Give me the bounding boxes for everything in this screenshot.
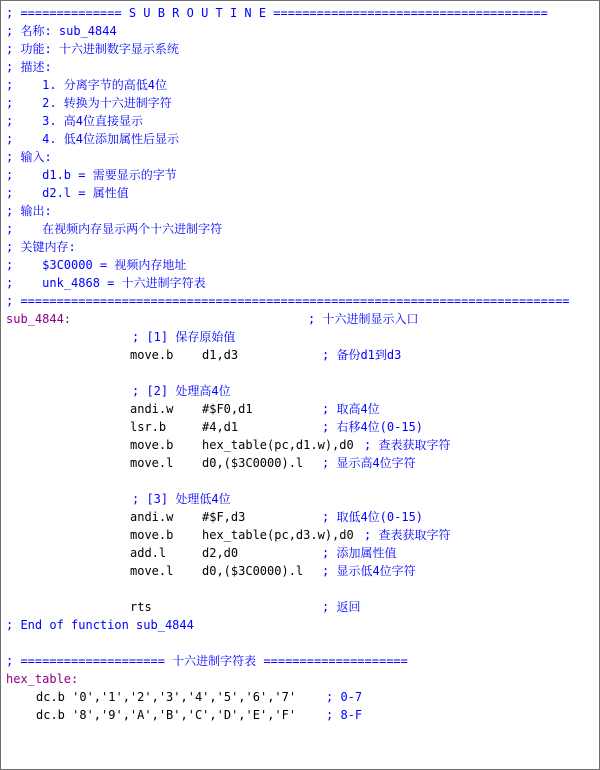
mnemonic: move.l xyxy=(130,564,174,578)
end-of-function-comment: ; End of function sub_4844 xyxy=(6,618,194,632)
operands: #$F0,d1 xyxy=(202,402,253,416)
header-comment-step2: ; 2. 转换为十六进制字符 xyxy=(6,96,172,110)
mnemonic: andi.w xyxy=(130,510,174,524)
instruction-row[interactable] xyxy=(6,598,596,616)
header-comment-input: ; 输入: xyxy=(6,150,52,164)
instruction-comment: ; 添加属性值 xyxy=(322,546,397,560)
data-comment: ; 8-F xyxy=(326,708,363,722)
header-comment-input-d2: ; d2.l = 属性值 xyxy=(6,186,129,200)
label-sub-4844[interactable]: sub_4844: xyxy=(6,312,72,326)
operands: hex_table(pc,d1.w),d0 xyxy=(202,438,354,452)
header-comment-output-desc: ; 在视频内存显示两个十六进制字符 xyxy=(6,222,223,236)
mnemonic: move.l xyxy=(130,456,174,470)
section-2-header xyxy=(6,382,596,400)
instruction-comment: ; 返回 xyxy=(322,600,361,614)
instruction-comment: ; 查表获取字符 xyxy=(364,528,451,542)
operands: #4,d1 xyxy=(202,420,239,434)
operands: d0,($3C0000).l xyxy=(202,456,304,470)
header-comment-step1: ; 1. 分离字节的高低4位 xyxy=(6,78,168,92)
instruction-row[interactable] xyxy=(6,562,596,580)
data-directive: dc.b '8','9','A','B','C','D','E','F' xyxy=(36,708,297,722)
instruction-row[interactable] xyxy=(6,400,596,418)
mnemonic: move.b xyxy=(130,348,174,362)
header-comment-memory: ; 关键内存: xyxy=(6,240,76,254)
header-comment-memory-table: ; unk_4868 = 十六进制字符表 xyxy=(6,276,206,290)
operands: d0,($3C0000).l xyxy=(202,564,304,578)
header-comment-name: ; 名称: sub_4844 xyxy=(6,24,117,38)
instruction-row[interactable] xyxy=(6,508,596,526)
mnemonic: add.l xyxy=(130,546,167,560)
instruction-row[interactable] xyxy=(6,544,596,562)
hex-table-banner: ; ==================== 十六进制字符表 ==================== xyxy=(6,654,408,668)
data-directive: dc.b '0','1','2','3','4','5','6','7' xyxy=(36,690,297,704)
operands: hex_table(pc,d3.w),d0 xyxy=(202,528,354,542)
mnemonic: lsr.b xyxy=(130,420,167,434)
operands: d1,d3 xyxy=(202,348,239,362)
instruction-comment: ; 右移4位(0-15) xyxy=(322,420,424,434)
operands: #$F,d3 xyxy=(202,510,246,524)
section-1-header xyxy=(6,328,596,346)
data-comment: ; 0-7 xyxy=(326,690,363,704)
instruction-row[interactable] xyxy=(6,454,596,472)
header-comment-step3: ; 3. 高4位直接显示 xyxy=(6,114,144,128)
instruction-comment: ; 备份d1到d3 xyxy=(322,348,402,362)
instruction-row[interactable] xyxy=(6,418,596,436)
mnemonic: rts xyxy=(130,600,152,614)
section-3-header xyxy=(6,490,596,508)
section-2-comment: ; [2] 处理高4位 xyxy=(132,384,231,398)
header-comment-step4: ; 4. 低4位添加属性后显示 xyxy=(6,132,180,146)
instruction-comment: ; 显示高4位字符 xyxy=(322,456,416,470)
data-row[interactable] xyxy=(6,688,596,706)
instruction-row[interactable] xyxy=(6,346,596,364)
label-hex-table[interactable]: hex_table: xyxy=(6,672,79,686)
section-1-comment: ; [1] 保存原始值 xyxy=(132,330,236,344)
instruction-comment: ; 取低4位(0-15) xyxy=(322,510,424,524)
data-row[interactable] xyxy=(6,706,596,724)
mnemonic: andi.w xyxy=(130,402,174,416)
mnemonic: move.b xyxy=(130,438,174,452)
label-comment: ; 十六进制显示入口 xyxy=(308,312,419,326)
instruction-row[interactable] xyxy=(6,526,596,544)
instruction-comment: ; 取高4位 xyxy=(322,402,380,416)
label-line-sub-4844 xyxy=(6,310,596,328)
operands: d2,d0 xyxy=(202,546,239,560)
section-3-comment: ; [3] 处理低4位 xyxy=(132,492,231,506)
instruction-row[interactable] xyxy=(6,436,596,454)
code-area[interactable] xyxy=(6,4,596,764)
label-line-hex-table xyxy=(6,670,596,688)
subroutine-banner: ; ============== S U B R O U T I N E ====================================== xyxy=(6,6,548,20)
header-comment-function: ; 功能: 十六进制数字显示系统 xyxy=(6,42,179,56)
mnemonic: move.b xyxy=(130,528,174,542)
instruction-comment: ; 显示低4位字符 xyxy=(322,564,416,578)
header-end-rule: ; ============================================================================ xyxy=(6,294,570,308)
header-comment-output: ; 输出: xyxy=(6,204,52,218)
header-comment-input-d1: ; d1.b = 需要显示的字节 xyxy=(6,168,177,182)
header-comment-description: ; 描述: xyxy=(6,60,52,74)
instruction-comment: ; 查表获取字符 xyxy=(364,438,451,452)
header-comment-memory-video: ; $3C0000 = 视频内存地址 xyxy=(6,258,187,272)
